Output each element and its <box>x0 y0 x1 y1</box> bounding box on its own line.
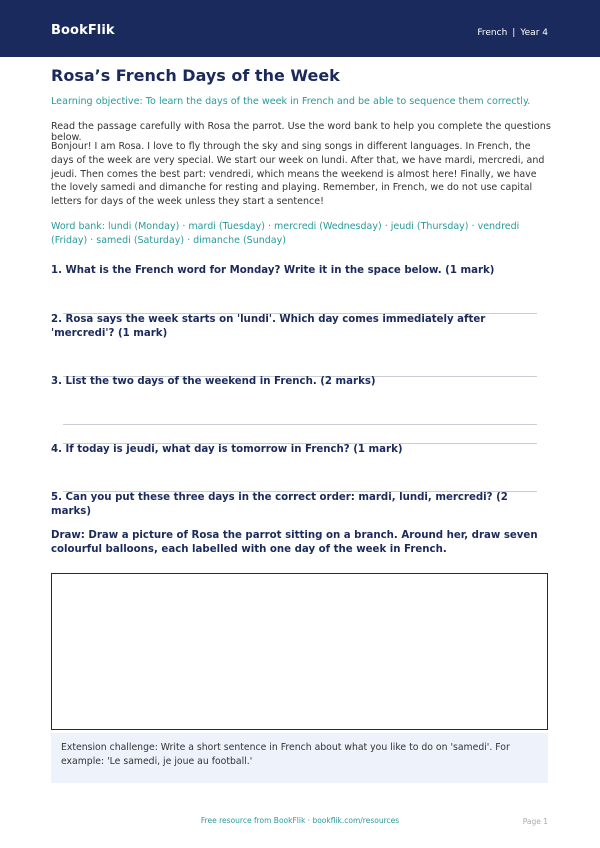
drawing-box[interactable] <box>51 573 548 730</box>
year-label: Year 4 <box>520 28 548 38</box>
draw-prompt: Draw: Draw a picture of Rosa the parrot sitting on a branch. Around her, draw seven colourful balloons, each labelled with one day of the week in French. <box>51 530 538 555</box>
meta-separator: | <box>512 28 516 38</box>
footer-link[interactable]: Free resource from BookFlik · bookflik.com/resources <box>200 816 400 825</box>
instructions: Read the passage carefully with Rosa the parrot. Use the word bank to help you complete the questions below. <box>51 121 551 143</box>
question-4: 4. If today is jeudi, what day is tomorrow in French? (1 mark) <box>51 444 403 455</box>
subject-year-label <box>477 28 548 38</box>
reading-passage: Bonjour! I am Rosa. I love to fly through the sky and sing songs in different languages. In French, the days of the week are very special. We start our week on lundi. After that, we have mardi, mercredi, and jeudi. Then comes the best part: vendredi, which means the weekend is almost here! Finally, we have the lovely samedi and dimanche for resting and playing. Remember, in French, we do not use capital letters for days of the week unless they start a sentence! <box>51 141 545 208</box>
question-3: 3. List the two days of the weekend in French. (2 marks) <box>51 376 376 387</box>
question-2: 2. Rosa says the week starts on 'lundi'. Which day comes immediately after 'mercredi'? (1 mark) <box>51 314 486 339</box>
extension-challenge: Extension challenge: Write a short sentence in French about what you like to do on 'samedi'. For example: 'Le samedi, je joue au football.' <box>51 733 548 783</box>
page-number: Page 1 <box>522 817 548 826</box>
question-1: 1. What is the French word for Monday? Write it in the space below. (1 mark) <box>51 265 495 276</box>
question-5: 5. Can you put these three days in the correct order: mardi, lundi, mercredi? (2 marks) <box>51 492 508 517</box>
answer-line-3a[interactable] <box>63 424 537 425</box>
learning-objective: Learning objective: To learn the days of the week in French and be able to sequence them correctly. <box>51 96 531 107</box>
subject-label: French <box>477 28 508 38</box>
header-bar <box>0 0 600 57</box>
brand-logo: BookFlik <box>51 23 115 38</box>
page-title: Rosa’s French Days of the Week <box>51 66 340 85</box>
word-bank: Word bank: lundi (Monday) · mardi (Tuesday) · mercredi (Wednesday) · jeudi (Thursday) · vendredi (Friday) · samedi (Saturday) · dimanche (Sunday) <box>51 221 520 246</box>
